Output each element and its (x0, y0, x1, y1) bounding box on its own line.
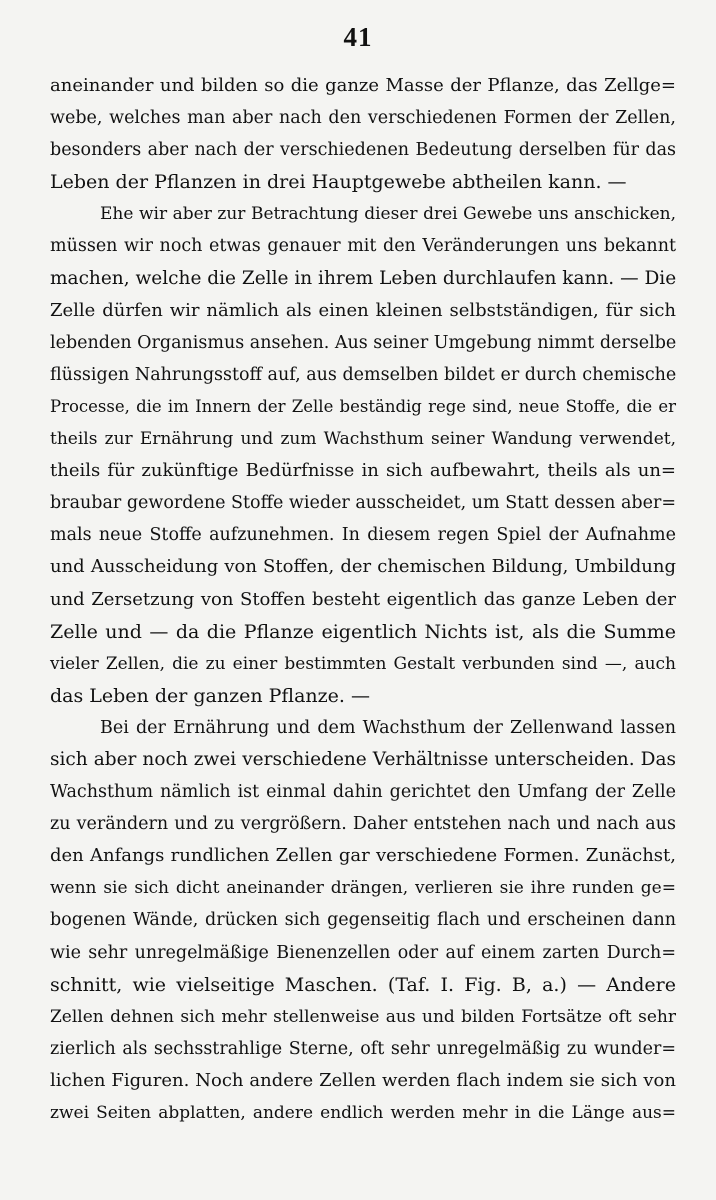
page-number: 41 (343, 22, 373, 52)
text-line: flüssigen Nahrungsstoff auf, aus demselben bildet er durch chemische (50, 364, 677, 385)
text-line: Processe, die im Innern der Zelle beständig rege sind, neue Stoffe, die er (50, 396, 676, 416)
text-line: den Anfangs rundlichen Zellen gar verschiedene Formen. Zunächst, (50, 845, 676, 867)
text-line: vieler Zellen, die zu einer bestimmten Gestalt verbunden sind —, auch (50, 653, 676, 674)
text-line: Bei der Ernährung und dem Wachsthum der Zellenwand lassen (100, 717, 676, 738)
text-line: braubar gewordene Stoffe wieder ausscheidet, um Statt dessen aber= (50, 493, 677, 514)
text-line: theils für zukünftige Bedürfnisse in sich aufbewahrt, theils als un= (50, 460, 676, 482)
text-line: sich aber noch zwei verschiedene Verhältnisse unterscheiden. Das (50, 748, 676, 770)
text-line: zwei Seiten abplatten, andere endlich werden mehr in die Länge aus= (50, 1103, 676, 1123)
text-line: wenn sie sich dicht aneinander drängen, verlieren sie ihre runden ge= (50, 878, 676, 899)
body-text (50, 70, 676, 1129)
text-line: Ehe wir aber zur Betrachtung dieser drei Gewebe uns anschicken, (100, 204, 676, 225)
text-line: Zelle dürfen wir nämlich als einen kleinen selbstständigen, für sich (50, 299, 676, 321)
text-line: das Leben der ganzen Pflanze. — (50, 684, 370, 707)
text-line: besonders aber nach der verschiedenen Bedeutung derselben für das (50, 140, 676, 161)
text-line: und Zersetzung von Stoffen besteht eigentlich das ganze Leben der (50, 588, 676, 610)
text-line: Zellen dehnen sich mehr stellenweise aus und bilden Fortsätze oft sehr (50, 1006, 676, 1027)
text-line: mals neue Stoffe aufzunehmen. In diesem regen Spiel der Aufnahme (50, 525, 676, 546)
text-line: Wachsthum nämlich ist einmal dahin gerichtet den Umfang der Zelle (50, 782, 676, 803)
text-line: lebenden Organismus ansehen. Aus seiner Umgebung nimmt derselbe (50, 332, 677, 353)
text-line: Leben der Pflanzen in drei Hauptgewebe abtheilen kann. — (50, 171, 627, 194)
text-line: Zelle und — da die Pflanze eigentlich Nichts ist, als die Summe (50, 620, 676, 643)
text-line: lichen Figuren. Noch andere Zellen werden flach indem sie sich von (50, 1069, 676, 1091)
text-line: zierlich als sechsstrahlige Sterne, oft sehr unregelmäßig zu wunder= (50, 1038, 676, 1059)
text-line: zu verändern und zu vergrößern. Daher entstehen nach und nach aus (50, 814, 676, 835)
text-line: wie sehr unregelmäßige Bienenzellen oder auf einem zarten Durch= (50, 942, 676, 963)
text-line: webe, welches man aber nach den verschiedenen Formen der Zellen, (50, 108, 676, 129)
text-line: müssen wir noch etwas genauer mit den Veränderungen uns bekannt (50, 236, 676, 257)
text-line: theils zur Ernährung und zum Wachsthum seiner Wandung verwendet, (50, 429, 676, 450)
text-line: bogenen Wände, drücken sich gegenseitig flach und erscheinen dann (50, 910, 676, 931)
text-line: schnitt, wie vielseitige Maschen. (Taf. I. Fig. B, a.) — Andere (50, 973, 676, 996)
text-line: aneinander und bilden so die ganze Masse der Pflanze, das Zellge= (50, 75, 676, 96)
text-line: machen, welche die Zelle in ihrem Leben durchlaufen kann. — Die (50, 267, 677, 289)
text-line: und Ausscheidung von Stoffen, der chemischen Bildung, Umbildung (50, 556, 676, 578)
